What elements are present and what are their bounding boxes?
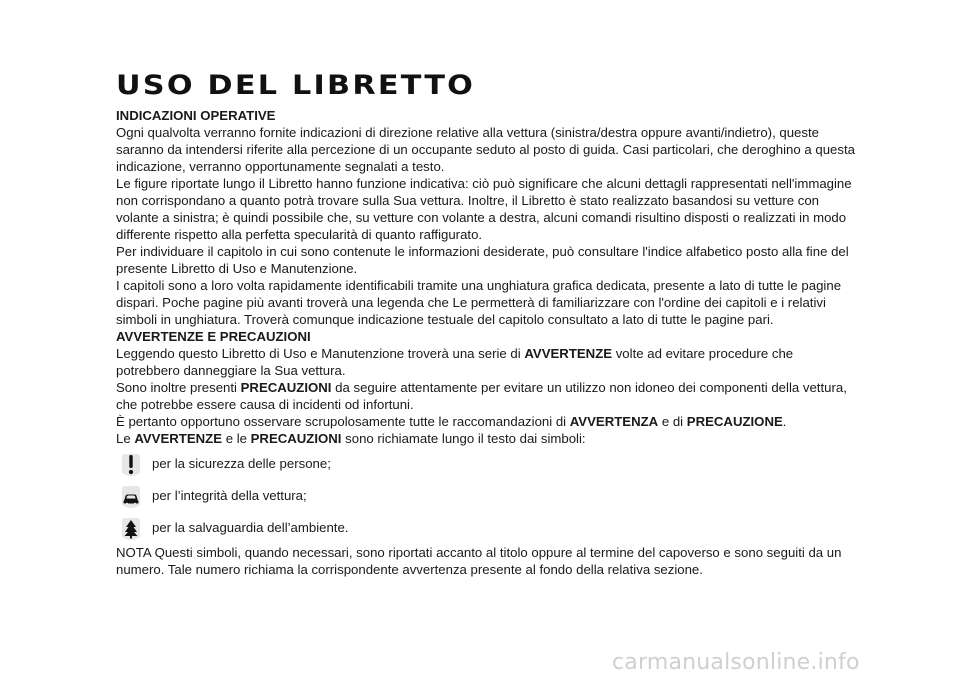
warning-environment-icon [116, 513, 146, 543]
warning-car-icon [116, 481, 146, 511]
warning-person-icon [116, 449, 146, 479]
symbol-label: per la salvaguardia dell’ambiente. [152, 520, 349, 535]
paragraph: I capitoli sono a loro volta rapidamente identificabili tramite una unghiatura grafica dedicata, presente a lato di tutte le pagine dispari. Poche pagine più avanti troverà una legenda che Le permetterà di familiarizzare con l'ordine dei capitoli e i relativi simboli in unghiatura. Troverà comunque indicazione testuale del capitolo consultato a lato di tutte le pagine pari. [116, 278, 842, 327]
paragraph: Le figure riportate lungo il Libretto hanno funzione indicativa: ciò può significare che alcuni dettagli rappresentati nell'immagine non corrispondano a quanto potrà trovare sulla Sua vettura. Inoltre, il Libretto è stato realizzato basandosi su vetture con volante a sinistra; è quindi possibile che, su vetture con volante a destra, alcuni comandi risultino disposti o realizzati in modo differente rispetto alla perfetta specularità di quanto raffigurato. [116, 176, 852, 242]
paragraph: È pertanto opportuno osservare scrupolosamente tutte le raccomandazioni di AVVERTENZA e di PRECAUZIONE. [116, 414, 787, 429]
symbol-label: per la sicurezza delle persone; [152, 456, 331, 471]
manual-page [116, 70, 856, 578]
symbol-row-car [116, 480, 856, 511]
symbol-row-person [116, 448, 856, 479]
paragraph: Per individuare il capitolo in cui sono contenute le informazioni desiderate, può consultare l'indice alfabetico posto alla fine del presente Libretto di Uso e Manutenzione. [116, 244, 849, 276]
section-heading-indicazioni: INDICAZIONI OPERATIVE [116, 108, 276, 123]
paragraph: Leggendo questo Libretto di Uso e Manutenzione troverà una serie di AVVERTENZE volte ad evitare procedure che potrebbero danneggiare la Sua vettura. [116, 346, 794, 378]
keyword-avvertenza: AVVERTENZA [569, 414, 659, 429]
paragraph: Le AVVERTENZE e le PRECAUZIONI sono richiamate lungo il testo dai simboli: [116, 431, 586, 446]
paragraph: Sono inoltre presenti PRECAUZIONI da seguire attentamente per evitare un utilizzo non idoneo dei componenti della vettura, che potrebbe essere causa di incidenti od infortuni. [116, 380, 847, 412]
keyword-avvertenze: AVVERTENZE [524, 346, 613, 361]
nota-paragraph: NOTA Questi simboli, quando necessari, sono riportati accanto al titolo oppure al termine del capoverso e sono seguiti da un numero. Tale numero richiama la corrispondente avvertenza presente al fondo della relativa sezione. [116, 545, 842, 577]
keyword-avvertenze: AVVERTENZE [134, 431, 223, 446]
keyword-precauzioni: PRECAUZIONI [240, 380, 332, 395]
keyword-precauzione: PRECAUZIONE [686, 414, 783, 429]
symbol-label: per l’integrità della vettura; [152, 488, 307, 503]
symbol-row-environment [116, 512, 856, 543]
page-title: USO DEL LIBRETTO [116, 70, 476, 101]
keyword-precauzioni: PRECAUZIONI [250, 431, 342, 446]
paragraph: Ogni qualvolta verranno fornite indicazioni di direzione relative alla vettura (sinistra/destra oppure avanti/indietro), queste saranno da intendersi riferite alla percezione di un occupante seduto al posto di guida. Casi particolari, che deroghino a questa indicazione, verranno opportunamente segnalati a testo. [116, 125, 855, 174]
watermark: carmanualsonline.info [612, 650, 860, 675]
section-heading-avvertenze: AVVERTENZE E PRECAUZIONI [116, 329, 311, 344]
